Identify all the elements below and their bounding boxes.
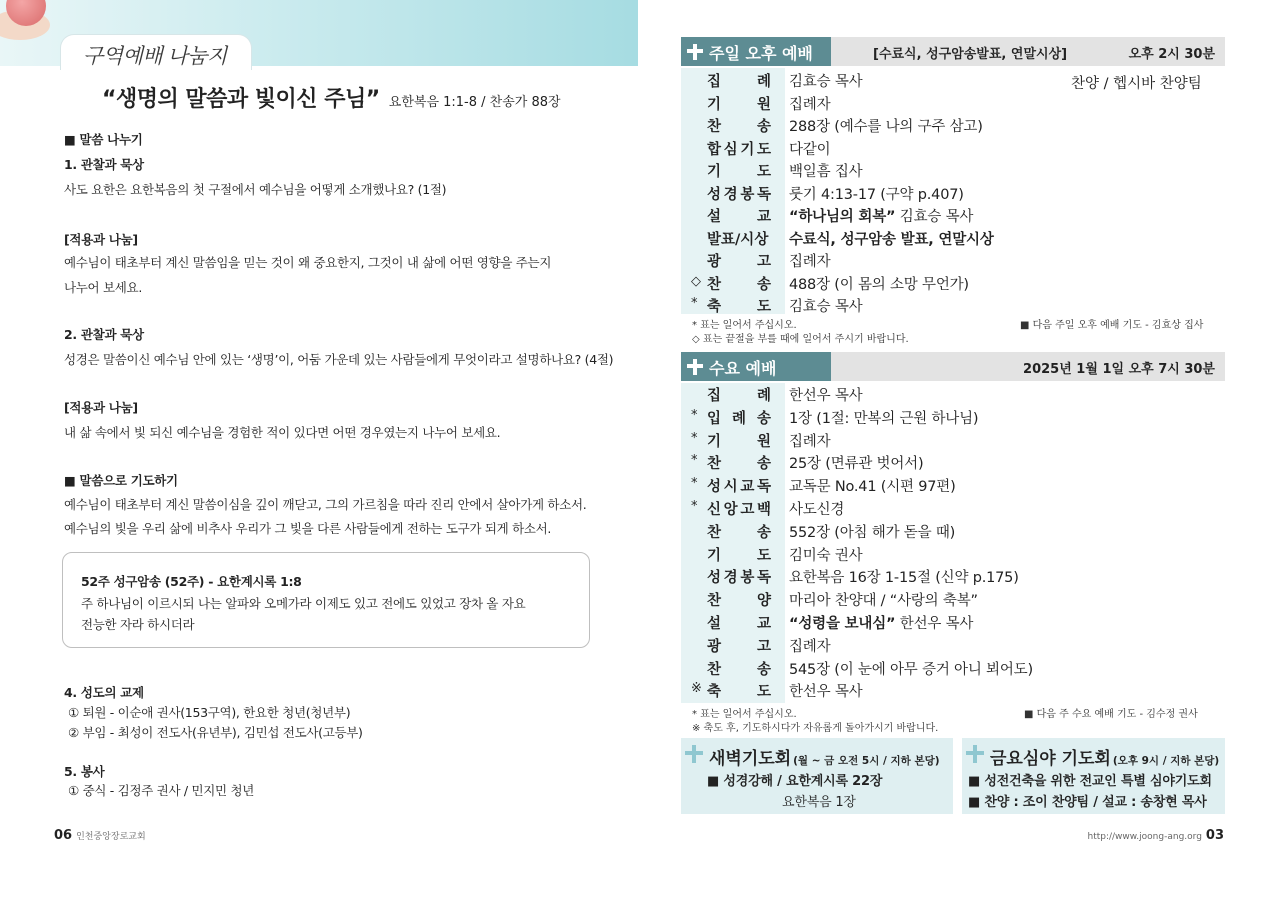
left-page-number: 06 bbox=[54, 828, 73, 843]
friday-prayer-line2: ■ 찬양 : 조이 찬양팀 / 설교 : 송창현 목사 bbox=[968, 795, 1207, 810]
order-value-text: 545장 (이 눈에 아무 증거 아니 뵈어도) bbox=[789, 661, 1033, 678]
order-label: 찬 송 bbox=[707, 524, 771, 541]
order-label: 찬 송 bbox=[707, 276, 771, 293]
order-value-text: 집례자 bbox=[789, 638, 831, 655]
order-label: 성 경 봉 독 bbox=[707, 570, 771, 587]
wednesday-order-row bbox=[681, 679, 1225, 701]
order-value-text: 백일흠 집사 bbox=[789, 164, 863, 180]
sunday-service-tab bbox=[681, 37, 831, 66]
wednesday-service-title: 수요 예배 bbox=[709, 359, 777, 378]
memory-verse-line2: 전능한 자라 하시더라 bbox=[81, 617, 195, 632]
order-value-text: 552장 (아침 해가 돋을 때) bbox=[789, 524, 956, 541]
order-value bbox=[789, 612, 973, 633]
order-value-text: 한선우 목사 bbox=[895, 616, 974, 632]
sunday-next-prayer: ■ 다음 주일 오후 예배 기도 - 김효상 집사 bbox=[1020, 320, 1204, 331]
sunday-order-row bbox=[681, 204, 1225, 226]
wednesday-service-header bbox=[681, 352, 1225, 381]
order-value bbox=[789, 521, 955, 542]
order-value-text: 사도신경 bbox=[789, 502, 845, 518]
order-value bbox=[789, 273, 969, 294]
right-footer bbox=[1087, 828, 1224, 843]
order-mark: * bbox=[691, 453, 698, 469]
order-label: 집 례 bbox=[707, 388, 771, 404]
cross-icon bbox=[687, 359, 703, 375]
order-label: 찬 송 bbox=[707, 456, 771, 473]
order-label: 기 원 bbox=[707, 96, 771, 113]
order-value bbox=[789, 407, 978, 428]
order-label: 광 고 bbox=[707, 638, 771, 655]
wednesday-service-tab bbox=[681, 352, 831, 381]
sunday-service-title: 주일 오후 예배 bbox=[709, 44, 813, 63]
sunday-order-row bbox=[681, 159, 1225, 181]
wednesday-order-row bbox=[681, 611, 1225, 633]
order-label: 찬 송 bbox=[707, 661, 771, 678]
order-mark: * bbox=[691, 296, 698, 311]
order-value bbox=[789, 295, 862, 316]
order-label: 성 시 교 독 bbox=[707, 479, 771, 496]
heading-prayer: ■ 말씀으로 기도하기 bbox=[64, 473, 178, 488]
order-label: 축 도 bbox=[707, 299, 771, 315]
dawn-prayer-schedule: (월 ~ 금 오전 5시 / 지하 본당) bbox=[793, 755, 940, 767]
order-label: 입 례 송 bbox=[707, 410, 771, 427]
sermon-reference: 요한복음 1:1-8 / 찬송가 88장 bbox=[388, 95, 561, 110]
cross-icon bbox=[687, 44, 703, 60]
heading-share-word: ■ 말씀 나누기 bbox=[64, 132, 143, 147]
wednesday-order-row bbox=[681, 657, 1225, 679]
dawn-prayer-line1: ■ 성경강해 / 요한계시록 22장 bbox=[707, 774, 883, 789]
service-title: 5. 봉사 bbox=[64, 764, 105, 779]
order-value bbox=[789, 70, 862, 91]
order-value-text: 집례자 bbox=[789, 433, 831, 450]
sunday-order-row bbox=[681, 137, 1225, 159]
order-value-text: 교독문 No.41 (시편 97편) bbox=[789, 479, 956, 496]
order-value-text: 집례자 bbox=[789, 254, 831, 270]
order-mark: * bbox=[691, 499, 698, 514]
apply-1-line1: 예수님이 태초부터 계신 말씀임을 믿는 것이 왜 중요한지, 그것이 내 삶에 어떤 영향을 주는지 bbox=[64, 255, 552, 270]
order-value-text: 김효승 목사 bbox=[789, 74, 863, 90]
order-value bbox=[789, 160, 862, 181]
order-value-text: 김효승 목사 bbox=[789, 299, 863, 315]
sermon-title bbox=[102, 82, 561, 113]
order-value bbox=[789, 205, 973, 226]
heart-hands-image bbox=[0, 0, 58, 40]
wednesday-order-row bbox=[681, 429, 1225, 451]
order-value-text: 집례자 bbox=[789, 96, 831, 113]
sunday-note-1: * 표는 일어서 주십시오. bbox=[692, 320, 797, 331]
friday-prayer-title bbox=[990, 744, 1219, 769]
wednesday-next-prayer: ■ 다음 주 수요 예배 기도 - 김수정 권사 bbox=[1024, 709, 1198, 720]
sunday-service-subtitle: [수료식, 성구암송발표, 연말시상] bbox=[873, 47, 1068, 62]
sunday-order-row bbox=[681, 182, 1225, 204]
sermon-title-text: “생명의 말씀과 빛이신 주님” bbox=[102, 87, 380, 112]
sunday-service-time: 오후 2시 30분 bbox=[1128, 47, 1215, 62]
order-value bbox=[789, 115, 983, 136]
order-value-emphasis: 수료식, 성구암송 발표, 연말시상 bbox=[789, 231, 994, 248]
section-tab-title: 구역예배 나눔지 bbox=[83, 45, 227, 68]
sunday-order-row bbox=[681, 92, 1225, 114]
order-value bbox=[789, 635, 830, 656]
memory-verse-box bbox=[62, 552, 590, 648]
order-label: 설 교 bbox=[707, 616, 771, 632]
wednesday-note-2: ※ 축도 후, 기도하시다가 자유롭게 돌아가시기 바랍니다. bbox=[692, 723, 939, 734]
wednesday-order-row bbox=[681, 634, 1225, 656]
question-1: 사도 요한은 요한복음의 첫 구절에서 예수님을 어떻게 소개했나요? (1절) bbox=[64, 182, 447, 197]
order-label: 기 원 bbox=[707, 433, 771, 450]
order-value-emphasis: “성령을 보내심” bbox=[789, 616, 896, 632]
order-value bbox=[789, 658, 1033, 679]
sunday-order-row bbox=[681, 249, 1225, 271]
order-label: 신 앙 고 백 bbox=[707, 502, 771, 518]
order-value bbox=[789, 589, 978, 610]
wednesday-order-row bbox=[681, 588, 1225, 610]
memory-verse-title: 52주 성구암송 (52주) - 요한계시록 1:8 bbox=[81, 574, 302, 589]
wednesday-order-row bbox=[681, 474, 1225, 496]
sunday-choir: 찬양 / 헵시바 찬양팀 bbox=[1071, 76, 1202, 92]
order-label: 축 도 bbox=[707, 684, 771, 701]
fellowship-item: ② 부임 - 최성이 전도사(유년부), 김민섭 전도사(고등부) bbox=[68, 725, 363, 740]
order-value bbox=[789, 430, 830, 451]
order-value-text: 1장 (1절: 만복의 근원 하나님) bbox=[789, 410, 979, 427]
order-value bbox=[789, 566, 1019, 587]
order-value-text: 다같이 bbox=[789, 141, 831, 158]
order-value-text: 한선우 목사 bbox=[789, 388, 863, 404]
order-value bbox=[789, 680, 862, 701]
order-value-text: 488장 (이 몸의 소망 무언가) bbox=[789, 276, 969, 293]
order-value-text: 요한복음 16장 1-15절 (신약 p.175) bbox=[789, 570, 1019, 587]
memory-verse-line1: 주 하나님이 이르시되 나는 알파와 오메가라 이제도 있고 전에도 있었고 장차 올 자요 bbox=[81, 596, 526, 611]
order-label: 성 경 봉 독 bbox=[707, 186, 771, 203]
wednesday-order-row bbox=[681, 543, 1225, 565]
dawn-prayer-title-text: 새벽기도회 bbox=[709, 749, 792, 769]
order-value bbox=[789, 228, 994, 249]
wednesday-order-row bbox=[681, 451, 1225, 473]
section-tab bbox=[60, 34, 252, 70]
sunday-note-2: ◇ 표는 끝절을 부를 때에 일어서 주시기 바랍니다. bbox=[692, 334, 909, 345]
order-value bbox=[789, 138, 830, 159]
wednesday-order-row bbox=[681, 565, 1225, 587]
right-page-number: 03 bbox=[1205, 828, 1224, 843]
prayer-line2: 예수님의 빛을 우리 삶에 비추사 우리가 그 빛을 다른 사람들에게 전하는 도구가 되게 하소서. bbox=[64, 521, 552, 536]
friday-prayer-box bbox=[962, 738, 1225, 814]
fellowship-title: 4. 성도의 교제 bbox=[64, 685, 144, 700]
heading-observe-2: 2. 관찰과 묵상 bbox=[64, 327, 144, 342]
order-value bbox=[789, 475, 956, 496]
question-2: 성경은 말씀이신 예수님 안에 있는 ‘생명’이, 어둠 가운데 있는 사람들에게 무엇이라고 설명하나요? (4절) bbox=[64, 352, 614, 367]
order-label: 설 교 bbox=[707, 209, 771, 225]
order-label: 기 도 bbox=[707, 547, 771, 564]
order-label: 찬 양 bbox=[707, 593, 771, 610]
order-label: 찬 송 bbox=[707, 119, 771, 135]
dawn-prayer-line2: 요한복음 1장 bbox=[782, 795, 856, 810]
fellowship-item: ① 퇴원 - 이순애 권사(153구역), 한요한 청년(청년부) bbox=[68, 705, 351, 720]
order-label: 기 도 bbox=[707, 164, 771, 180]
order-value-text: 25장 (면류관 벗어서) bbox=[789, 456, 924, 473]
wednesday-order-row bbox=[681, 497, 1225, 519]
wednesday-order-row bbox=[681, 406, 1225, 428]
service-item: ① 중식 - 김정주 권사 / 민지민 청년 bbox=[68, 783, 255, 798]
apply-2-line: 내 삶 속에서 빛 되신 예수님을 경험한 적이 있다면 어떤 경우였는지 나누어 보세요. bbox=[64, 425, 501, 440]
apply-1-line2: 나누어 보세요. bbox=[64, 280, 142, 295]
cross-icon bbox=[966, 745, 984, 763]
order-value bbox=[789, 183, 964, 204]
cross-icon bbox=[685, 745, 703, 763]
order-label: 광 고 bbox=[707, 254, 771, 270]
dawn-prayer-box bbox=[681, 738, 953, 814]
order-value bbox=[789, 544, 862, 565]
order-label: 집 례 bbox=[707, 74, 771, 90]
sunday-service-header bbox=[681, 37, 1225, 66]
church-name: 인천중앙장로교회 bbox=[76, 832, 146, 842]
sunday-order-row bbox=[681, 227, 1225, 249]
sunday-order-row bbox=[681, 272, 1225, 294]
wednesday-order-row bbox=[681, 383, 1225, 405]
order-value-text: 288장 (예수를 나의 구주 삼고) bbox=[789, 119, 983, 135]
left-footer bbox=[54, 828, 146, 843]
order-mark: * bbox=[691, 430, 698, 446]
heading-observe-1: 1. 관찰과 묵상 bbox=[64, 157, 144, 172]
wednesday-service-time: 2025년 1월 1일 오후 7시 30분 bbox=[1023, 362, 1215, 377]
order-value bbox=[789, 250, 830, 271]
heading-apply-1: [적용과 나눔] bbox=[64, 232, 138, 247]
order-value-text: 한선우 목사 bbox=[789, 684, 863, 701]
order-value-text: 룻기 4:13-17 (구약 p.407) bbox=[789, 186, 964, 203]
order-value bbox=[789, 452, 923, 473]
order-value bbox=[789, 93, 830, 114]
dawn-prayer-title bbox=[709, 744, 940, 769]
friday-prayer-schedule: (오후 9시 / 지하 본당) bbox=[1112, 755, 1220, 767]
order-value-text: 마리아 찬양대 / “사랑의 축복” bbox=[789, 593, 978, 610]
wednesday-order-row bbox=[681, 520, 1225, 542]
order-mark: * bbox=[691, 476, 698, 492]
order-mark: ※ bbox=[691, 681, 702, 697]
friday-prayer-title-text: 금요심야 기도회 bbox=[990, 749, 1111, 769]
order-mark: * bbox=[691, 407, 698, 423]
wednesday-note-1: * 표는 일어서 주십시오. bbox=[692, 709, 797, 720]
order-value-text: 김효승 목사 bbox=[895, 209, 974, 225]
friday-prayer-line1: ■ 성전건축을 위한 전교인 특별 심야기도회 bbox=[968, 774, 1212, 789]
prayer-line1: 예수님이 태초부터 계신 말씀이심을 깊이 깨닫고, 그의 가르침을 따라 진리 안에서 살아가게 하소서. bbox=[64, 497, 587, 512]
order-label: 발표/시상 bbox=[707, 231, 769, 248]
order-mark: ◇ bbox=[691, 273, 701, 289]
sunday-order-row bbox=[681, 114, 1225, 136]
heading-apply-2: [적용과 나눔] bbox=[64, 400, 138, 415]
order-value bbox=[789, 384, 862, 405]
order-value-text: 김미숙 권사 bbox=[789, 547, 863, 564]
church-url: http://www.joong-ang.org bbox=[1087, 832, 1202, 842]
sunday-order-row bbox=[681, 294, 1225, 316]
order-value bbox=[789, 498, 844, 519]
order-label: 합 심 기 도 bbox=[707, 141, 771, 158]
order-value-emphasis: “하나님의 회복” bbox=[789, 209, 896, 225]
